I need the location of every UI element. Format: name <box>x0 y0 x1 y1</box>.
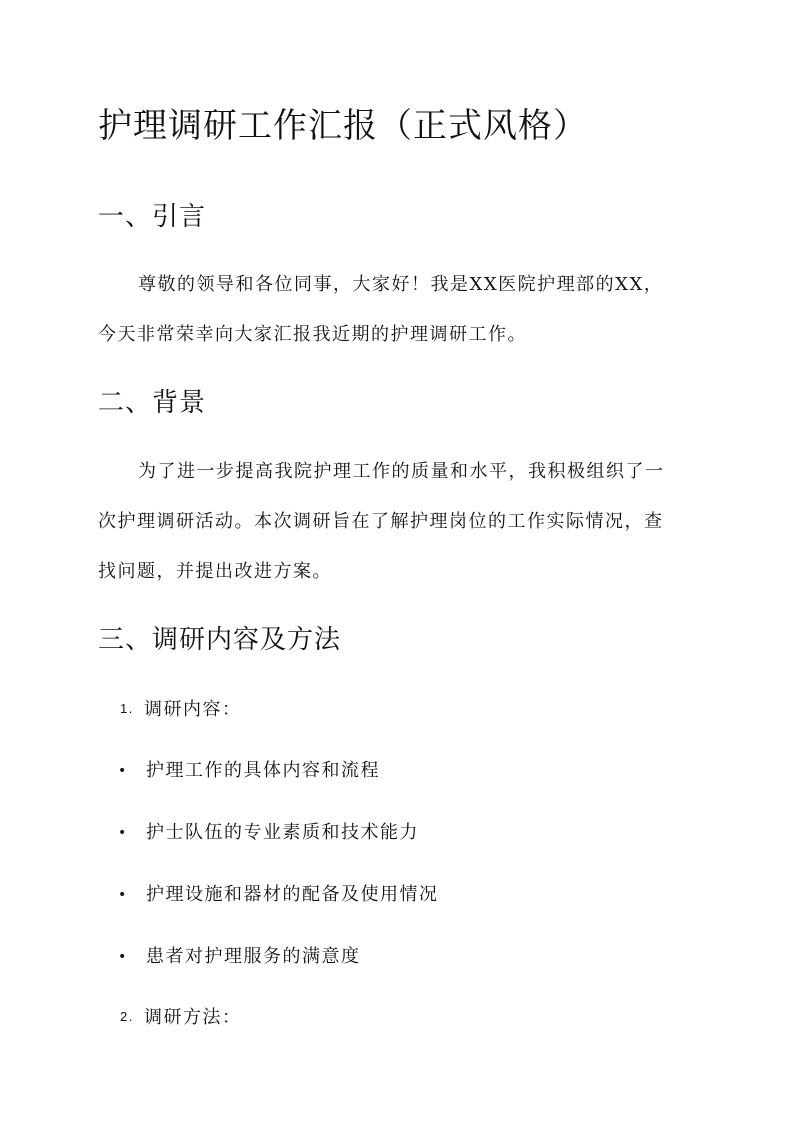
bullet-icon: • <box>118 763 128 779</box>
bullet-icon: • <box>118 825 128 841</box>
section-heading-background: 二、背景 <box>98 388 207 418</box>
bullet-item-text: 护理工作的具体内容和流程 <box>146 760 380 781</box>
bullet-item <box>118 818 419 844</box>
numbered-item-label: 调研内容： <box>144 699 242 720</box>
bullet-item-text: 护士队伍的专业素质和技术能力 <box>146 822 419 843</box>
background-paragraph-line-3: 找问题，并提出改进方案。 <box>98 561 332 582</box>
bullet-icon: • <box>118 887 128 903</box>
document-title: 护理调研工作汇报（正式风格） <box>98 106 588 146</box>
bullet-item <box>118 756 380 782</box>
bullet-item <box>118 942 361 968</box>
intro-paragraph-line-2: 今天非常荣幸向大家汇报我近期的护理调研工作。 <box>98 324 527 345</box>
section-heading-intro: 一、引言 <box>98 202 207 232</box>
numbered-item-label: 调研方法： <box>144 1007 242 1028</box>
bullet-item-text: 患者对护理服务的满意度 <box>146 946 361 967</box>
numbered-item-content <box>120 695 242 721</box>
bullet-item <box>118 880 439 906</box>
bullet-icon: • <box>118 949 128 965</box>
background-paragraph-line-2: 次护理调研活动。本次调研旨在了解护理岗位的工作实际情况，查 <box>98 511 664 532</box>
numbered-item-methods <box>120 1003 242 1029</box>
section-heading-content-methods: 三、调研内容及方法 <box>98 625 342 655</box>
list-number: 1. <box>120 701 134 716</box>
bullet-item-text: 护理设施和器材的配备及使用情况 <box>146 884 439 905</box>
background-paragraph-line-1: 为了进一步提高我院护理工作的质量和水平，我积极组织了一 <box>138 461 665 482</box>
list-number: 2. <box>120 1009 134 1024</box>
intro-paragraph-line-1: 尊敬的领导和各位同事，大家好！我是XX医院护理部的XX， <box>138 274 664 295</box>
